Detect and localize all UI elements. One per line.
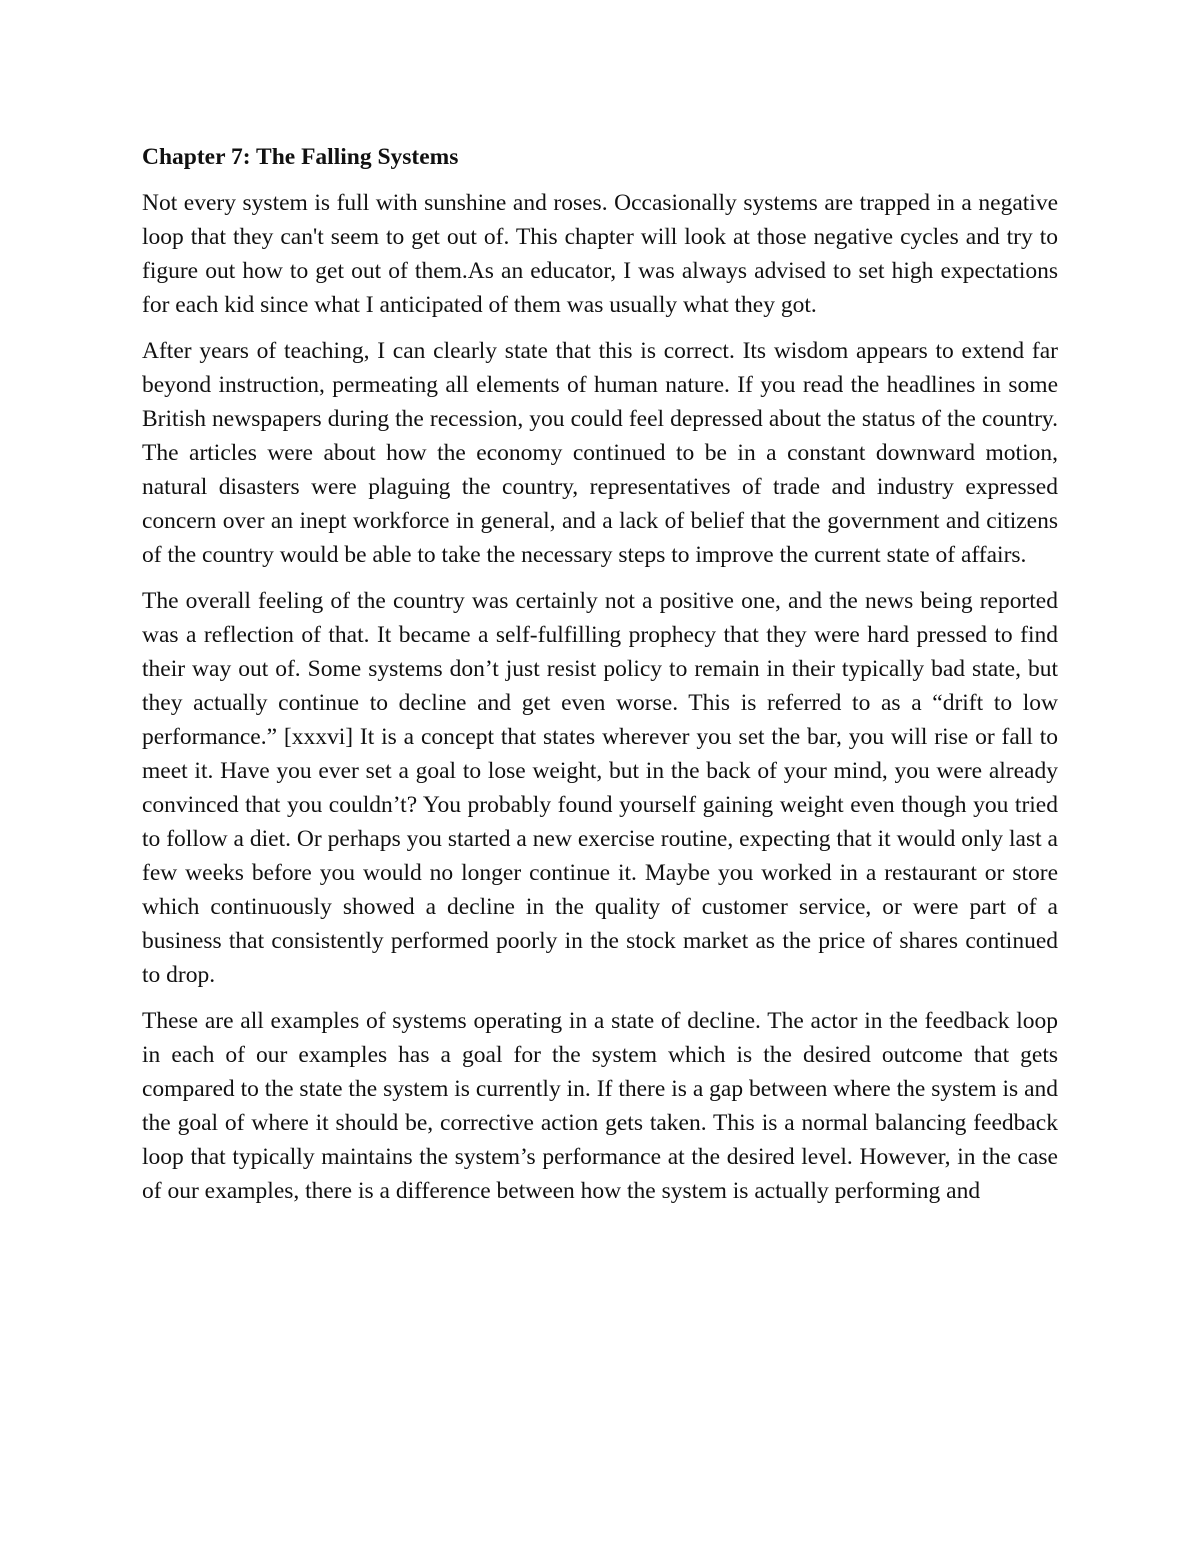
paragraph-2: After years of teaching, I can clearly state that this is correct. Its wisdom appears to extend far beyond instruction, permeating all elements of human nature. If you read the headlines in some British newspapers during the recession, you could feel depressed about the status of the country. The articles were about how the economy continued to be in a constant downward motion, natural disasters were plaguing the country, representatives of trade and industry expressed concern over an inept workforce in general, and a lack of belief that the government and citizens of the country would be able to take the necessary steps to improve the current state of affairs. [142,338,1058,568]
paragraph-3: The overall feeling of the country was certainly not a positive one, and the news being reported was a reflection of that. It became a self-fulfilling prophecy that they were hard pressed to find their way out of. Some systems don’t just resist policy to remain in their typically bad state, but they actually continue to decline and get even worse. This is referred to as a “drift to low performance.” [xxxvi] It is a concept that states wherever you set the bar, you will rise or fall to meet it. Have you ever set a goal to lose weight, but in the back of your mind, you were already convinced that you couldn’t? You probably found yourself gaining weight even though you tried to follow a diet. Or perhaps you started a new exercise routine, expecting that it would only last a few weeks before you would no longer continue it. Maybe you worked in a restaurant or store which continuously showed a decline in the quality of customer service, or were part of a business that consistently performed poorly in the stock market as the price of shares continued to drop. [142,588,1058,988]
paragraph-4: These are all examples of systems operating in a state of decline. The actor in the feedback loop in each of our examples has a goal for the system which is the desired outcome that gets compared to the state the system is currently in. If there is a gap between where the system is and the goal of where it should be, corrective action gets taken. This is a normal balancing feedback loop that typically maintains the system’s performance at the desired level. However, in the case of our examples, there is a difference between how the system is actually performing and [142,1008,1058,1204]
page-content [142,140,1058,1220]
chapter-title: Chapter 7: The Falling Systems [142,144,459,170]
paragraph-1: Not every system is full with sunshine and roses. Occasionally systems are trapped in a negative loop that they can't seem to get out of. This chapter will look at those negative cycles and try to figure out how to get out of them.As an educator, I was always advised to set high expectations for each kid since what I anticipated of them was usually what they got. [142,190,1058,318]
